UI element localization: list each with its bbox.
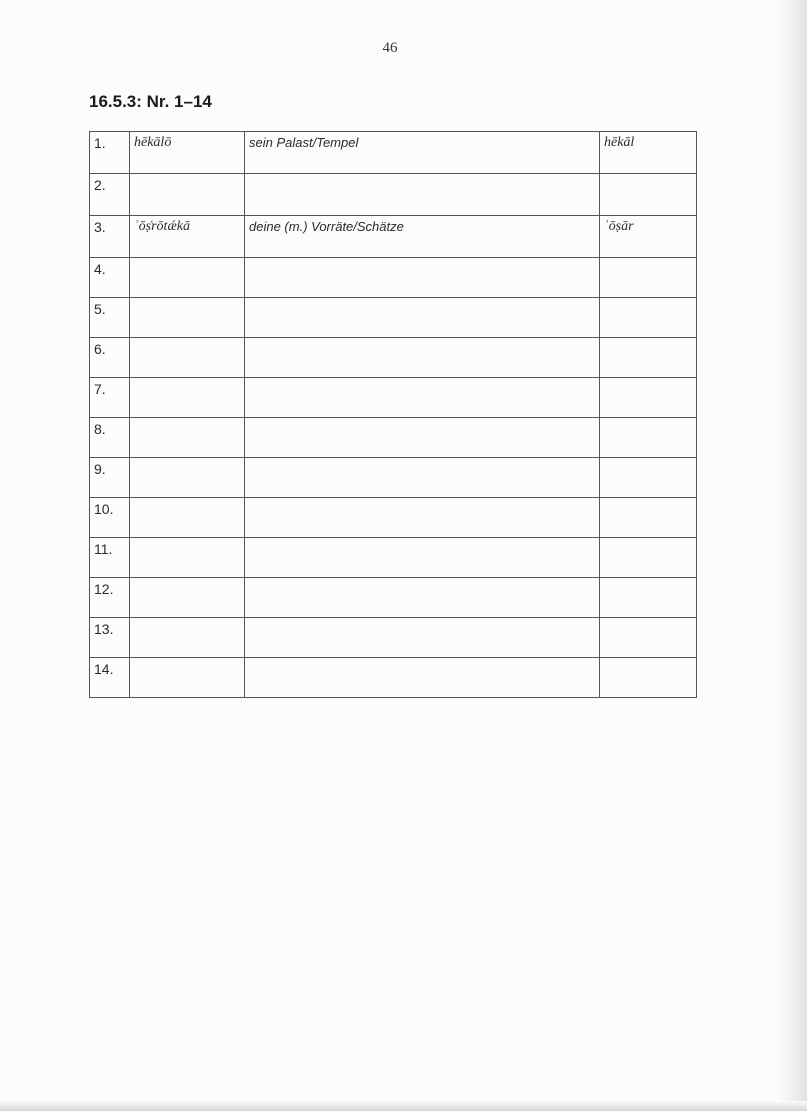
- table-row: [90, 538, 697, 578]
- row-number-cell: 2.: [90, 174, 130, 216]
- word-form-cell: hēkālō: [130, 132, 245, 174]
- word-form-cell: ʾōṣ͑rōtǽkā: [130, 216, 245, 258]
- row-number-cell: 4.: [90, 258, 130, 298]
- translation-cell: [245, 418, 600, 458]
- table-row: [90, 258, 697, 298]
- translation-cell: [245, 578, 600, 618]
- table-row: [90, 132, 697, 174]
- translation-cell: [245, 258, 600, 298]
- lexical-form-cell: [600, 578, 697, 618]
- lexical-form-cell: [600, 258, 697, 298]
- lexical-form-cell: [600, 174, 697, 216]
- translation-cell: [245, 378, 600, 418]
- row-number-cell: 9.: [90, 458, 130, 498]
- word-form-cell: [130, 298, 245, 338]
- translation-cell: [245, 174, 600, 216]
- table-row: [90, 498, 697, 538]
- row-number-cell: 14.: [90, 658, 130, 698]
- word-form-cell: [130, 418, 245, 458]
- table-row: [90, 658, 697, 698]
- lexical-form-cell: [600, 618, 697, 658]
- lexical-form-cell: [600, 338, 697, 378]
- translation-cell: deine (m.) Vorräte/Schätze: [245, 216, 600, 258]
- vocabulary-table: [89, 131, 697, 698]
- row-number-cell: 8.: [90, 418, 130, 458]
- translation-cell: [245, 458, 600, 498]
- scan-edge-right: [777, 0, 807, 1111]
- lexical-form-cell: [600, 418, 697, 458]
- translation-cell: [245, 498, 600, 538]
- table-row: [90, 298, 697, 338]
- row-number-cell: 11.: [90, 538, 130, 578]
- lexical-form-cell: [600, 538, 697, 578]
- translation-cell: [245, 618, 600, 658]
- table-row: [90, 418, 697, 458]
- row-number-cell: 13.: [90, 618, 130, 658]
- table-row: [90, 216, 697, 258]
- table-row: [90, 338, 697, 378]
- table-row: [90, 618, 697, 658]
- translation-cell: [245, 338, 600, 378]
- row-number-cell: 10.: [90, 498, 130, 538]
- table-row: [90, 458, 697, 498]
- translation-cell: [245, 298, 600, 338]
- word-form-cell: [130, 174, 245, 216]
- word-form-cell: [130, 618, 245, 658]
- lexical-form-cell: [600, 498, 697, 538]
- lexical-form-cell: hēkāl: [600, 132, 697, 174]
- word-form-cell: [130, 538, 245, 578]
- scan-edge-bottom: [0, 1101, 807, 1111]
- section-title: 16.5.3: Nr. 1–14: [89, 92, 212, 111]
- lexical-form-cell: [600, 378, 697, 418]
- lexical-form-cell: [600, 458, 697, 498]
- table-row: [90, 174, 697, 216]
- word-form-cell: [130, 338, 245, 378]
- translation-cell: sein Palast/Tempel: [245, 132, 600, 174]
- lexical-form-cell: [600, 298, 697, 338]
- word-form-cell: [130, 658, 245, 698]
- row-number-cell: 12.: [90, 578, 130, 618]
- page-number: 46: [382, 40, 398, 56]
- row-number-cell: 1.: [90, 132, 130, 174]
- row-number-cell: 3.: [90, 216, 130, 258]
- lexical-form-cell: ʾōṣār: [600, 216, 697, 258]
- word-form-cell: [130, 578, 245, 618]
- table-row: [90, 378, 697, 418]
- vocabulary-table-body: [90, 132, 697, 698]
- row-number-cell: 5.: [90, 298, 130, 338]
- table-row: [90, 578, 697, 618]
- word-form-cell: [130, 458, 245, 498]
- word-form-cell: [130, 498, 245, 538]
- lexical-form-cell: [600, 658, 697, 698]
- word-form-cell: [130, 258, 245, 298]
- row-number-cell: 7.: [90, 378, 130, 418]
- word-form-cell: [130, 378, 245, 418]
- translation-cell: [245, 538, 600, 578]
- row-number-cell: 6.: [90, 338, 130, 378]
- translation-cell: [245, 658, 600, 698]
